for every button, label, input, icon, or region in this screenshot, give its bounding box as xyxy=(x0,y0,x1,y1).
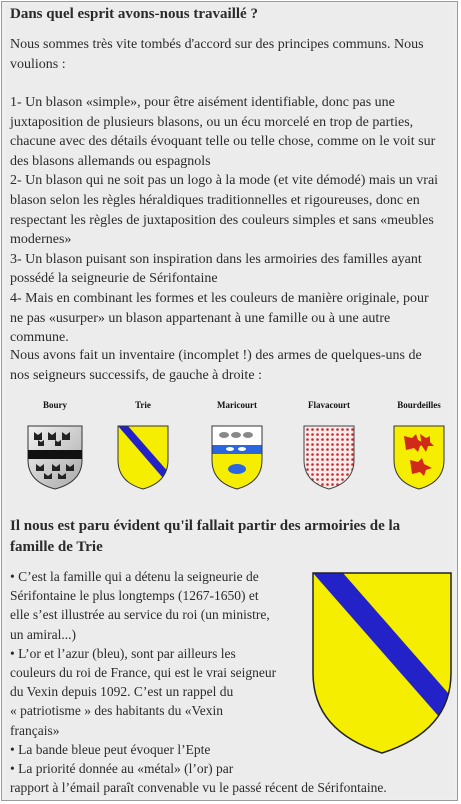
text-line: ne pas «usurper» un blason appartenant à une famille ou à une autre xyxy=(10,310,391,326)
heading-line: famille de Trie xyxy=(10,539,103,555)
blason-label: Flavacourt xyxy=(308,400,350,410)
text-line: 4- Mais en combinant les formes et les couleurs de manière originale, pour xyxy=(10,290,429,306)
blason-trie xyxy=(114,400,172,495)
heading-trie xyxy=(10,516,400,558)
text-line: blason selon les règles héraldiques traditionnelles et rigoureuses, donc en xyxy=(10,192,420,208)
text-line: « patriotisme » des habitants du «Vexin xyxy=(10,703,223,719)
text-line: elle s’est illustrée au service du roi (un ministre, xyxy=(10,607,270,623)
text-line: commune. xyxy=(10,330,69,346)
blason-flavacourt xyxy=(300,400,358,495)
blason-label: Maricourt xyxy=(217,400,257,410)
text-line: voulions : xyxy=(10,56,66,72)
text-line: Nous avons fait un inventaire (incomplet !) des armes de quelques-uns de xyxy=(10,348,422,363)
blason-maricourt xyxy=(208,400,266,495)
text-line: français» xyxy=(10,722,60,738)
text-line: Nous sommes très vite tombés d'accord sur des principes communs. Nous xyxy=(10,37,424,52)
blason-label: Bourdeilles xyxy=(397,400,441,410)
text-line: modernes» xyxy=(10,232,72,248)
heading-esprit: Dans quel esprit avons-nous travaillé ? xyxy=(10,6,258,22)
trie-shield-icon xyxy=(114,422,172,492)
trie-large-shield-icon xyxy=(309,569,455,757)
text-line: nos seigneurs successifs, de gauche à droite : xyxy=(10,367,262,383)
blason-bourdeilles xyxy=(390,400,448,495)
bourdeilles-shield-icon xyxy=(390,422,448,492)
flavacourt-shield-icon xyxy=(300,422,358,492)
text-line: rapport à l’émail paraît convenable vu le passé récent de Sérifontaine. xyxy=(10,780,387,796)
principles-paragraph xyxy=(10,93,438,348)
text-line: 1- Un blason «simple», pour être aisément identifiable, donc pas une xyxy=(10,95,395,110)
inventory-paragraph xyxy=(10,346,422,385)
text-line: 2- Un blason qui ne soit pas un logo à la mode (et vite démodé) mais un vrai xyxy=(10,173,439,189)
intro-paragraph xyxy=(10,35,424,74)
blason-boury xyxy=(22,400,88,495)
text-line: des blasons allemands ou espagnols xyxy=(10,153,211,169)
text-line: chacune avec des détails évoquant telle ou telle chose, comme on le voit sur xyxy=(10,134,436,150)
text-line: • La bande bleue peut évoquer l’Epte xyxy=(10,741,211,757)
blason-label: Trie xyxy=(135,400,151,410)
text-line: du Vexin depuis 1092. C’est un rappel du xyxy=(10,684,234,700)
text-line: juxtaposition de plusieurs blasons, ou un écu morcelé en trop de parties, xyxy=(10,114,414,130)
heading-line: Il nous est paru évident qu'il fallait partir des armoiries de la xyxy=(10,518,401,534)
maricourt-shield-icon xyxy=(208,422,266,492)
text-line: 3- Un blason puisant son inspiration dans les armoiries des familles ayant xyxy=(10,251,422,267)
blason-label: Boury xyxy=(42,400,67,410)
text-line: un amiral...) xyxy=(10,626,76,642)
text-line: couleurs du roi de France, qui est le vrai seigneur xyxy=(10,665,277,681)
text-line: respectant les règles de juxtaposition des couleurs simples et sans «meubles xyxy=(10,212,434,228)
text-line: Sérifontaine le plus longtemps (1267-1650) et xyxy=(10,588,259,604)
boury-shield-icon xyxy=(22,422,88,492)
text-line: • C’est la famille qui a détenu la seigneurie de xyxy=(10,569,259,584)
text-line: • L’or et l’azur (bleu), sont par ailleurs les xyxy=(10,645,236,661)
text-line: • La priorité donnée au «métal» (l’or) par xyxy=(10,761,234,777)
text-line: possédé la seigneurie de Sérifontaine xyxy=(10,271,218,287)
